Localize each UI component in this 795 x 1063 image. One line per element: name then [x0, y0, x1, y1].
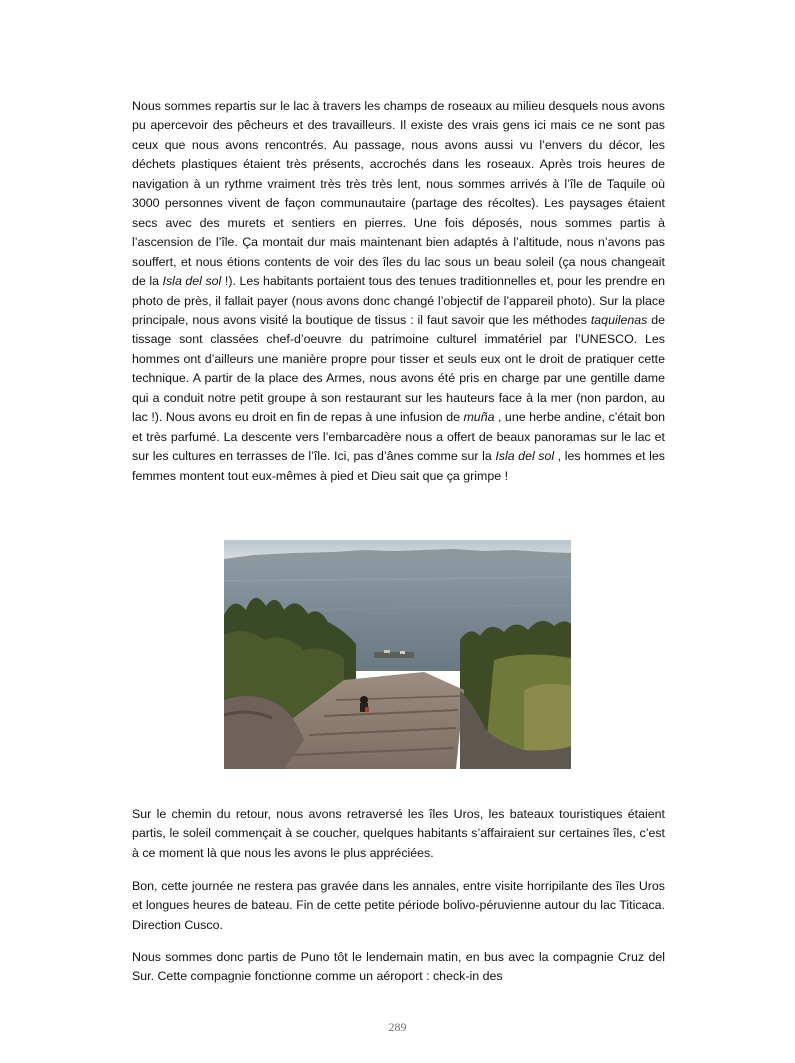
- italic-isla-del-sol: Isla del sol: [495, 449, 555, 464]
- paragraph-bilan: Bon, cette journée ne restera pas gravée dans les annales, entre visite horripilante des îles Uros et longues heures de bateau. Fin de cette petite période bolivo-péruvienne autour du lac Titicaca. Direction Cusco.: [132, 879, 665, 932]
- paragraph-puno: Nous sommes donc partis de Puno tôt le lendemain matin, en bus avec la compagnie Cruz del Sur. Cette compagnie fonctionne comme un aéroport : check-in des: [132, 950, 665, 984]
- paragraph-text: Nous sommes repartis sur le lac à travers les champs de roseaux au milieu desquels nous avons pu apercevoir des pêcheurs et des travailleurs. Il existe des vrais gens ici mais ce ne sont pas ceux que nous avons rencontrés. Au passage, nous avons aussi vu l’envers du décor, les déchets plastiques étaient très présents, accrochés dans les roseaux. Après trois heures de navigation à un rythme vraiment très très très lent, nous sommes arrivés à l’île de Taquile où 3000 personnes vivent de façon communautaire (partage des récoltes). Les paysages étaient secs avec des murets et sentiers en pierres. Une fois déposés, nous sommes partis à l’ascension de l’île. Ça montait dur mais maintenant bien adaptés à l’altitude, nous n’avons pas souffert, et nous étions contents de voir des îles du lac sous un beau soleil (ça nous changeait de la: [132, 99, 665, 289]
- lake-titicaca-photo: [224, 540, 571, 769]
- paragraph-text: de tissage sont classées chef-d’oeuvre du patrimoine culturel immatériel par l’UNESCO. Les hommes ont d’ailleurs une manière propre pour tisser et seuls eux ont le droit de pratiquer cette technique. A partir de la place des Armes, nous avons été pris en charge par une gentille dame qui a conduit notre petit groupe à son restaurant sur les hauteurs face à la mer (non pardon, au lac !). Nous avons eu droit en fin de repas à une infusion de: [132, 312, 665, 425]
- italic-isla-del-sol: Isla del sol: [162, 274, 222, 289]
- page-number: 289: [388, 1020, 407, 1034]
- italic-muna: muña: [463, 410, 495, 425]
- italic-taquilenas: taquilenas: [590, 312, 648, 327]
- paragraph-text: !). Les habitants portaient tous des tenues traditionnelles et, pour les prendre en photo de près, il fallait payer (nous avons donc changé l’objectif de l’appareil photo). Sur la place principale, nous avons visité la boutique de tissus : il faut savoir que les méthodes: [132, 274, 666, 327]
- paragraph-text: , les hommes et les femmes montent tout eux-mêmes à pied et Dieu sait que ça grimpe !: [132, 449, 665, 483]
- paragraph-taquile: [132, 97, 665, 486]
- paragraph-retour: Sur le chemin du retour, nous avons retraversé les îles Uros, les bateaux touristiques étaient partis, le soleil commençait à se coucher, quelques habitants s’affairaient sur certaines îles, c’est à ce moment là que nous les avons le plus appréciées.: [132, 807, 665, 860]
- person-sitting: [360, 696, 368, 704]
- paragraph-text: , une herbe andine, c’était bon et très parfumé. La descente vers l’embarcadère nous a offert de beaux panoramas sur le lac et sur les cultures en terrasses de l’île. Ici, pas d’ânes comme sur la: [132, 410, 666, 464]
